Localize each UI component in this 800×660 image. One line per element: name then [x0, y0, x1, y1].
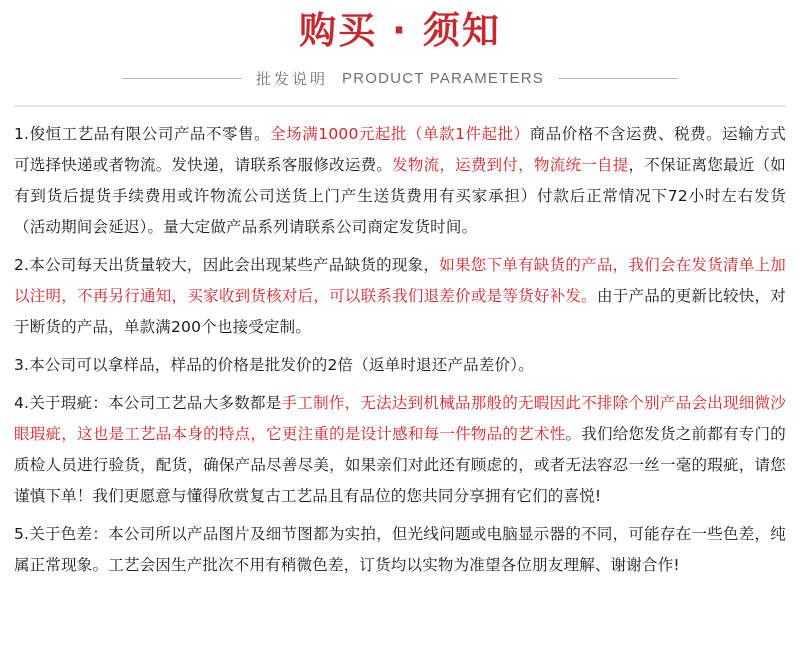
notice-paragraph: [14, 388, 786, 512]
subtitle-english: PRODUCT PARAMETERS: [342, 70, 544, 88]
notice-text: 1.俊恒工艺品有限公司产品不零售。: [14, 125, 271, 144]
notice-text: ，不保证离您最近（如有到货后提货手续费用或许物流公司送货上门产生送货费用有买家承担）付款后正常情况下72小时左右发货（活动期间会延迟）。量大定做产品系列请联系公司商定发货时间。: [14, 156, 786, 237]
notice-text: 3.本公司可以拿样品，样品的价格是批发价的2倍（返单时退还产品差价）。: [14, 356, 534, 375]
notice-text-highlight: 如果您下单有缺货的产品，我们会在发货清单上加以注明，不再另行通知，买家收到货核对后，可以联系我们退差价或是等货好补发。: [14, 256, 787, 306]
notice-paragraph: [14, 250, 786, 343]
notice-text: 5.关于色差：本公司所以产品图片及细节图都为实拍，但光线问题或电脑显示器的不同，可能存在一些色差，纯属正常现象。工艺会因生产批次不用有稍微色差，订货均以实物为准望各位朋友理解、谢谢合作!: [14, 525, 786, 575]
notice-content: [14, 107, 786, 581]
notice-text: 由于产品的更新比较快，对于断货的产品，单款满200个也接受定制。: [14, 287, 787, 337]
notice-text: 。我们给您发货之前都有专门的质检人员进行验货，配货，确保产品尽善尽美，如果亲们对此还有顾虑的，或者无法容忍一丝一毫的瑕疵，请您谨慎下单！我们更愿意与懂得欣赏复古工艺品且有品位的您共同分享拥有它们的喜悦!: [14, 425, 786, 506]
subtitle-rule-left: [122, 78, 242, 79]
page-title: 购买 · 须知: [299, 9, 501, 52]
notice-text: 2.本公司每天出货量较大，因此会出现某些产品缺货的现象，: [14, 256, 440, 275]
notice-text-highlight: 全场满1000元起批（单款1件起批）: [270, 125, 530, 144]
notice-text: 商品价格不含运费、税费。运输方式可选择快递或者物流。发快递，请联系客服修改运费。: [14, 125, 786, 175]
subtitle-chinese: 批发说明: [256, 71, 329, 89]
page-header: [14, 0, 786, 107]
notice-text-highlight: 手工制作，无法达到机械品那般的无暇因此不排除个别产品会出现细微沙眼瑕疵，这也是工艺品本身的特点，它更注重的是设计感和每一件物品的艺术性: [14, 394, 787, 444]
notice-paragraph: [14, 519, 786, 581]
notice-paragraph: [14, 350, 786, 381]
notice-paragraph: [14, 119, 786, 243]
notice-text: 4.关于瑕疵：本公司工艺品大多数都是: [14, 394, 282, 413]
subtitle-rule-right: [558, 78, 678, 79]
notice-text-highlight: 发物流，运费到付，物流统一自提: [392, 156, 629, 175]
subtitle-row: [14, 68, 786, 89]
